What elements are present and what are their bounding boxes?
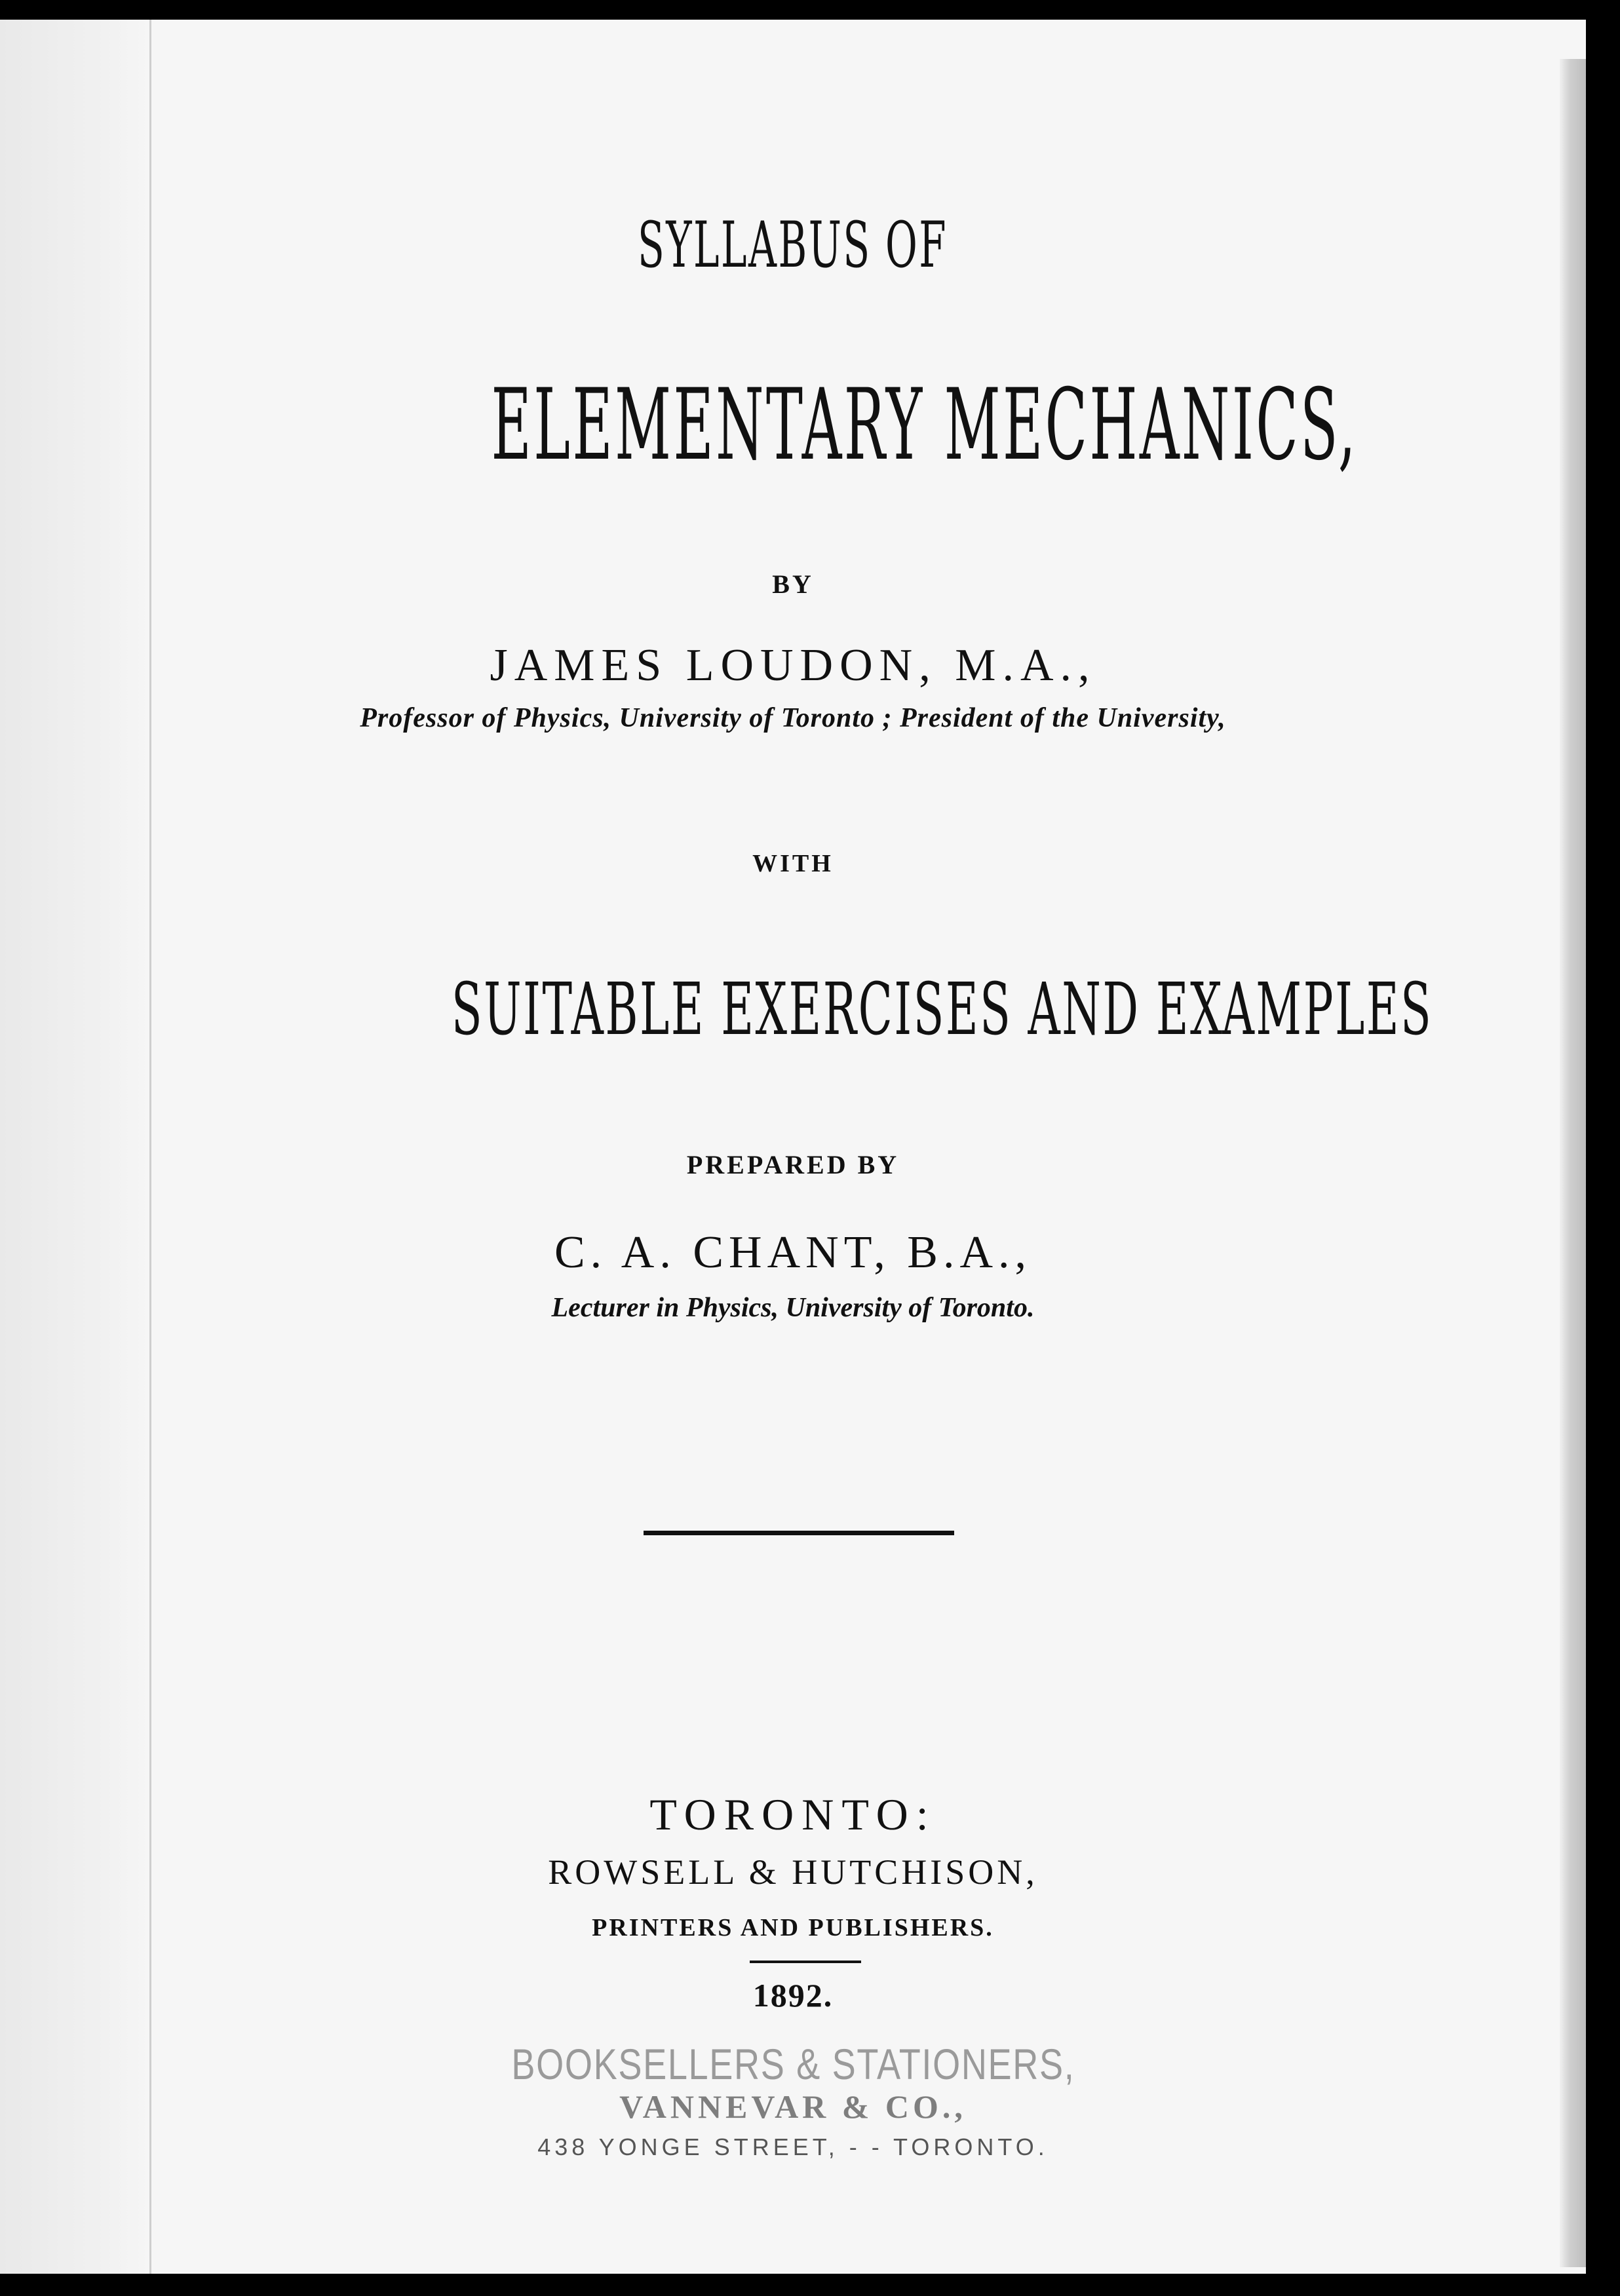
bookseller-stamp-line-1	[151, 2039, 1435, 2089]
by-label: BY	[772, 569, 814, 599]
year-rule	[750, 1961, 861, 1963]
page-edge-strip	[1560, 59, 1586, 2267]
bookseller-stamp-line-1-text: BOOKSELLERS & STATIONERS,	[511, 2040, 1075, 2088]
imprint-publisher-role: PRINTERS AND PUBLISHERS.	[592, 1914, 994, 1942]
with-label: WITH	[752, 850, 834, 877]
divider-rule	[644, 1531, 954, 1535]
bookseller-stamp-line-3: 438 YONGE STREET, - - TORONTO.	[537, 2133, 1049, 2160]
author-role: Professor of Physics, University of Toronto ; President of the University,	[360, 703, 1226, 733]
subtitle-text: SUITABLE EXERCISES AND EXAMPLES	[451, 967, 1433, 1051]
author-name: JAMES LOUDON, M.A.,	[490, 640, 1096, 691]
preparer-name: C. A. CHANT, B.A.,	[554, 1227, 1032, 1278]
title-line-2-text: ELEMENTARY MECHANICS,	[491, 368, 1358, 482]
title-line-2	[151, 368, 1435, 482]
prepared-by-label: PREPARED BY	[686, 1150, 900, 1179]
title-line-1-text: SYLLABUS OF	[638, 208, 948, 282]
title-line-1	[151, 208, 1435, 282]
preparer-role: Lecturer in Physics, University of Toronto.	[551, 1293, 1035, 1323]
bookseller-stamp-line-2: VANNEVAR & CO.,	[619, 2088, 967, 2125]
page-gutter	[0, 20, 151, 2274]
title-page	[0, 20, 1586, 2274]
subtitle	[151, 967, 1435, 1052]
imprint-publisher: ROWSELL & HUTCHISON,	[548, 1852, 1038, 1892]
imprint-year: 1892.	[752, 1977, 834, 2014]
imprint-city: TORONTO:	[649, 1789, 936, 1839]
